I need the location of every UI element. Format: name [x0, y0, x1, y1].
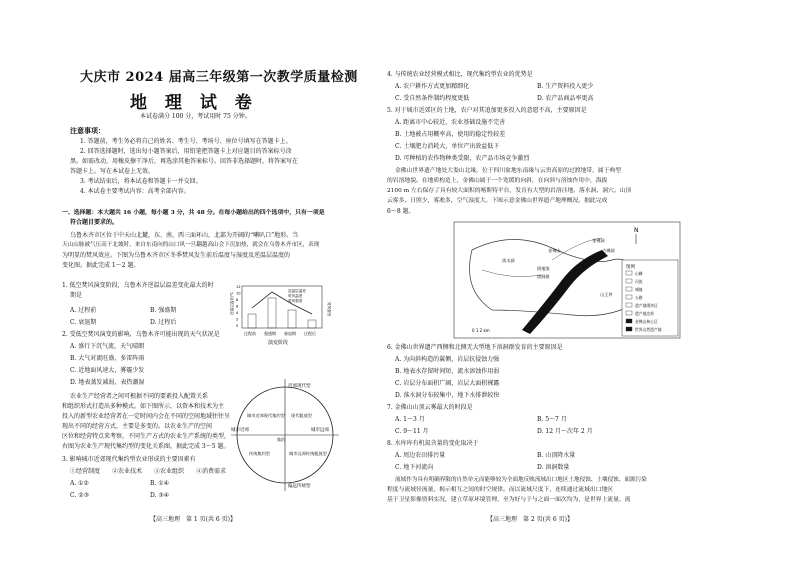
option: B. 山顶降水量 — [537, 452, 576, 459]
option: D. 过程后 — [150, 319, 177, 326]
foehn-chart — [230, 282, 340, 347]
foehn-temp-line — [252, 292, 312, 314]
legend-2: 焚风温度 — [288, 294, 303, 298]
option: A. 过程前 — [70, 307, 97, 314]
diagram-q2: 现代粗放型 — [291, 413, 312, 418]
question-1: 1. 低空焚风演变阶段，乌鲁木齐逆温层温差变化最大的时 — [62, 282, 214, 289]
legend-item-label: 世界自然遗产地 — [635, 327, 662, 332]
diagram-left: 城市近郊 — [231, 428, 249, 433]
option: C. 9～11 月 — [395, 428, 429, 435]
passage-line: 流域作为具有明确界限的自然单元而能够较为全面地反映流域出口地区土地侵蚀、土壤侵蚀、面源污染 — [395, 477, 647, 483]
chart-bars — [248, 298, 316, 328]
question-5: 5. 对于城市近郊区的土地，农户对其追加更多投入的意愿不高，主要原因是 — [387, 107, 587, 114]
option: B. 土地被占用概率高，使用的稳定性较差 — [395, 131, 506, 138]
passage-line: 2100 m 左右保存了具有较大面积的喀斯特平台，发育有大型的岩溶洼地、落水洞、洞穴。山顶 — [387, 188, 632, 194]
chart-ylabel-right: 焚风强度 — [327, 302, 331, 317]
chart-bar — [248, 314, 256, 328]
chart-bar — [268, 298, 276, 328]
section-title-2: 符合题目要求的。 — [70, 219, 119, 226]
x-tick-label: 衰退期 — [284, 331, 296, 336]
option: A. 1～3 月 — [395, 416, 425, 423]
question-2: 2. 受低空焚风演变的影响，乌鲁木齐可能出现的天气状况是 — [62, 331, 220, 338]
map-label: 落水洞 — [502, 258, 515, 263]
page-footer: 【高三地理 第 1 页(共 6 页)】 — [150, 516, 236, 523]
note-line: 4. 本试卷主要考试内容：高考全部内容。 — [80, 188, 190, 195]
map-label: 古佛洞 — [602, 248, 615, 253]
passage-line: 区位和经营特点来考察，不同生产方式的农业生产系统的类型， — [62, 433, 231, 440]
passage-line: 现出不同的经营方式，主要是多变的。以农业生产的空间 — [62, 423, 213, 430]
map-label: 阴地溶 — [537, 266, 550, 271]
legend-item-label: 城镇 — [635, 287, 643, 292]
legend-item-label: 遗产地缓冲区 — [635, 303, 658, 308]
north-arrow: N — [634, 227, 639, 234]
diagram-bottom: 偏远传统型 — [288, 484, 311, 489]
legend-item-label: 金佛山核心区 — [635, 319, 658, 324]
q3-item: ④消费需求 — [196, 468, 227, 475]
core-zone — [522, 250, 608, 334]
passage-line: 为明显的焚风效应。下图为乌鲁木齐市区冬季焚风发生前后温度与湿度及逆温层温度的 — [62, 252, 291, 259]
question-8: 8. 水库库有机氮含量的变化取决于 — [387, 440, 479, 447]
legend-title: 图例 — [626, 265, 635, 270]
diagram-q4: 城市远郊传统粗放型 — [289, 451, 327, 456]
option: D. 落水洞分布较集中，地下水排泄较快 — [395, 392, 500, 399]
diagram-q3: 传统集约型 — [249, 451, 270, 456]
chart-bar — [308, 320, 316, 328]
score-info: 本试卷满分 100 分，考试用时 75 分钟。 — [140, 113, 251, 120]
note-line: 黑。如需改动，用橡皮擦干净后，再选涂其他答案标号。回答非选择题时，将答案写在 — [70, 158, 299, 165]
option: C. 岩层分布面积广阔，岩层大面积裸露 — [395, 380, 500, 387]
legend-item-label: 山峰 — [635, 271, 643, 276]
question-4: 4. 与传统农业经营模式相比，现代集约型农业的优势是 — [387, 71, 533, 78]
map-label: 溶洞群 — [537, 274, 550, 279]
passage-line: 农业生产经营者之间可根据不同的要素投入配置关系 — [70, 393, 209, 400]
map-label: 金佛山 — [548, 248, 561, 253]
y-tick-label: 0 — [236, 324, 239, 328]
chart-xlabel: 演变阶段 — [268, 340, 289, 346]
option: A. 农户耕作方式更加精细化 — [395, 83, 470, 90]
legend-swatch — [626, 319, 632, 323]
x-tick-label: 过程前 — [244, 331, 256, 336]
option: C. 土壤肥力消耗大，单位产出效益低下 — [395, 143, 500, 150]
agri-diagram — [225, 375, 345, 495]
option: C. 受自然条件制约程度更低 — [395, 95, 470, 102]
chart-ylabel-left: 逆温层温差/℃ — [230, 291, 234, 315]
passage-line: 天山山脉被气压高于北坡时，来自东南向的山口风一旦翻越高山会下沉加热，就会在乌鲁木齐市区，表现 — [62, 242, 320, 248]
legend-item-label: 遗产地边界 — [635, 311, 654, 316]
option: B. 大气对流旺盛，多雷阵雨 — [70, 355, 145, 362]
passage-line: 基于卫星影像资料实况，建立草原环境管理，至为好与于与之面一面次均为，是世界上流量、流 — [387, 497, 631, 503]
option: D. 12 月～次年 2 月 — [537, 428, 593, 435]
q3-item: ③农业组织 — [154, 468, 185, 475]
option: B. 地表水存留时间短，流水溶蚀作用弱 — [395, 368, 500, 375]
subject-title: 地 理 试 卷 — [130, 93, 258, 113]
passage-line: 乌鲁木齐市区位于中天山北麓，东、南、西三面环山，北部为开阔的“喇叭口”地形。当 — [70, 232, 299, 239]
map-scale: 0 1 2 km — [472, 328, 490, 333]
passage-line: 金佛山世界遗产地处大娄山北缘，位于四川盆地东南缘与云贵高原的过渡地带，属于典型 — [395, 168, 622, 174]
y-tick-label: 8 — [236, 298, 239, 302]
legend-item-label: 河流 — [635, 279, 643, 284]
map-label: 金佛洞 — [592, 238, 605, 243]
option: C. 衰退期 — [70, 319, 97, 326]
option: D. 农产品商品率更高 — [537, 95, 594, 102]
question-1-cont: 期是 — [70, 292, 83, 299]
option: B. 生产资料投入更少 — [537, 83, 594, 90]
q3-item: ②农业技术 — [112, 468, 143, 475]
passage-line: 和组织形式打造出多种模式。如下图所示，以资本和技术为主 — [62, 403, 225, 410]
question-3: 3. 影响城市近郊现代集约型农业形成的主要因素有 — [62, 456, 196, 463]
passage-line: 云雾多，日照少，雾凇多，空气湿度大。下图示意金佛山世界遗产地理概况。据此完成 — [387, 198, 608, 204]
legend-item-label: 公路 — [635, 295, 643, 300]
option: C. 地下河流向 — [395, 464, 434, 471]
option: A. 周边农田排污量 — [395, 452, 446, 459]
option: B. 5～7 月 — [537, 416, 567, 423]
diagram-right: 城市远郊 — [311, 428, 329, 433]
question-6: 6. 金佛山世界遗产西侧和北侧无大型地下溶洞群发育的主要原因是 — [387, 344, 563, 351]
legend-swatch — [626, 327, 632, 331]
y-tick-label: 4 — [236, 311, 239, 315]
y-tick-label: 6 — [236, 304, 239, 309]
page-footer: 【高三地理 第 2 页(共 6 页)】 — [487, 516, 573, 523]
legend-3: 焚风强度 — [288, 299, 303, 303]
chart-y-ticks — [236, 285, 241, 328]
option: D. ③④ — [150, 492, 170, 499]
x-tick-label: 过程后 — [304, 331, 316, 336]
option: A. 盛行下沉气流，天气晴朗 — [70, 343, 145, 350]
notes-title: 注意事项： — [70, 126, 105, 135]
exam-title: 大庆市 2024 届高三年级第一次教学质量检测 — [80, 70, 358, 85]
question-7: 7. 金佛山山顶云雾最大的时段是 — [387, 404, 473, 411]
legend-1: 逆温层温差 — [288, 289, 306, 293]
right-page — [387, 0, 794, 561]
passage-line: 变化图。据此完成 1～2 题。 — [62, 262, 140, 269]
note-line: 答题卡上。写在本试卷上无效。 — [70, 168, 155, 175]
note-line: 3. 考试结束后，将本试卷和答题卡一并交回。 — [80, 178, 202, 185]
chart-bar — [288, 310, 296, 328]
passage-line: 6～8 题。 — [387, 208, 415, 215]
passage-line: 的岩溶地貌。在地质构造上，金佛山属于一个宽缓的向斜，在向斜与溶蚀作用中，海拔 — [387, 178, 608, 184]
chart-frame — [242, 286, 322, 328]
passage-line: 投入的新型农业经营者在一定时间内会在不同的空间地域往往呈 — [62, 413, 231, 420]
diagram-q1: 城市近郊现代集约型 — [247, 413, 285, 418]
diagram-axis-label: 集约 — [277, 437, 285, 442]
diagram-top: 近郊现代型 — [288, 384, 311, 389]
option: A. 为向斜构造的翼侧，岩层抗侵蚀力强 — [395, 356, 500, 363]
note-line: 2. 回答选择题时，选出每小题答案后，用铅笔把答题卡上对应题目的答案标号涂 — [80, 148, 292, 155]
option: A. 距离市中心较近，农业基础设施不完善 — [395, 119, 506, 126]
y-tick-label: 2 — [236, 317, 239, 322]
q3-item: ①经营制度 — [70, 468, 101, 475]
chart-x-ticks — [244, 330, 316, 336]
option: B. ①④ — [150, 480, 169, 487]
option: B. 强盛期 — [150, 307, 177, 314]
option: D. 可种植的农作物种类受限，农产品市场竞争激烈 — [395, 155, 530, 162]
option: A. ①② — [70, 480, 89, 487]
map-label: 山王坪 — [600, 292, 613, 297]
map-legend-box — [622, 260, 678, 336]
x-tick-label: 强盛期 — [264, 331, 276, 336]
passage-line: 右图为农业生产现代集约型的变化关系图，据此完成 3～5 题。 — [62, 443, 230, 450]
section-title: 一、选择题：本大题共 16 小题，每小题 3 分，共 48 分。在每小题给出的四个选项中，只有一项是 — [62, 209, 325, 216]
option: D. 溶洞数量 — [537, 464, 570, 471]
jinfo-map — [452, 220, 682, 340]
y-tick-label: 12 — [236, 285, 241, 289]
option: C. 近地面风速大，雾霾少发 — [70, 367, 145, 374]
option: C. ②③ — [70, 492, 89, 499]
note-line: 1. 答题前，考生务必将自己的姓名、考生号、考场号、座位号填写在答题卡上。 — [80, 138, 292, 145]
passage-line: 程度与流域径流量，揭示相互之间的时空规律。而以流域尺度下，连续通过流域出口地区 — [387, 487, 614, 493]
option: D. 地表蒸发减弱，表热潮湿 — [70, 379, 145, 386]
y-tick-label: 10 — [236, 291, 241, 296]
